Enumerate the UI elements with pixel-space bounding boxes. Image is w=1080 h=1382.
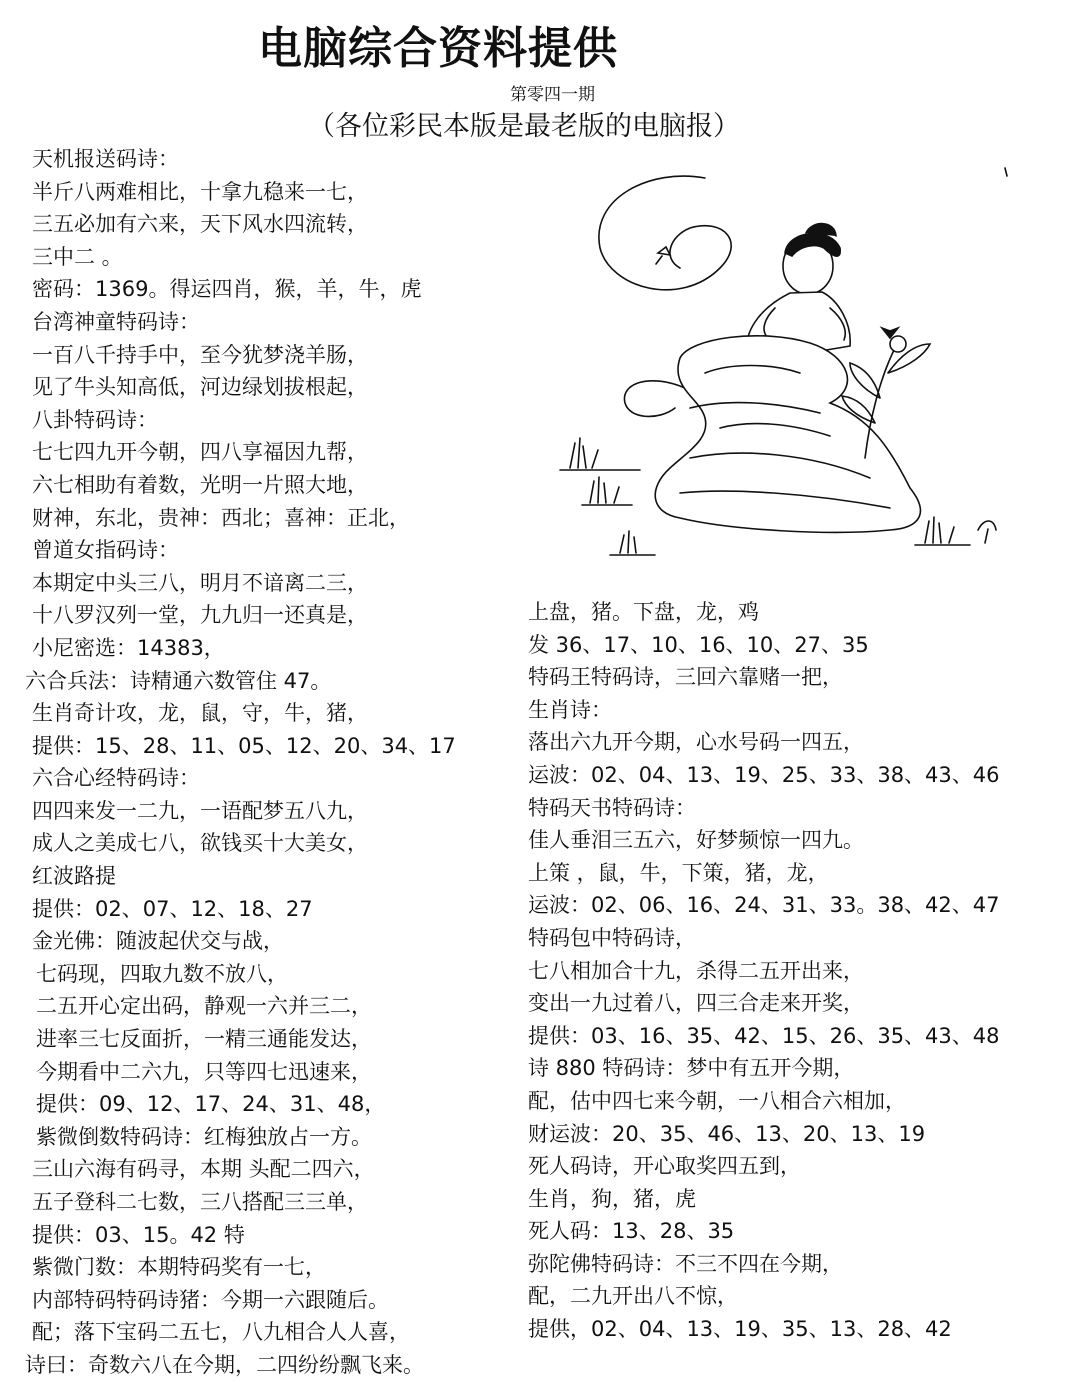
text-line: 密码：1369。得运四肖，猴，羊，牛，虎 bbox=[32, 277, 422, 302]
text-line: 提供：09、12、17、24、31、48， bbox=[36, 1092, 386, 1117]
grass-tuft bbox=[915, 517, 970, 545]
text-line: 五子登科二七数，三八搭配三三单， bbox=[32, 1190, 368, 1214]
text-line: 三五必加有六来，天下风水四流转， bbox=[32, 212, 368, 237]
text-line: 七码现，四取九数不放八， bbox=[36, 961, 288, 986]
text-line: 诗曰：奇数六八在今期，二四纷纷飘飞来。 bbox=[25, 1352, 424, 1377]
text-line: 六七相助有着数，光明一片照大地， bbox=[32, 472, 368, 497]
text-line: 提供：03、16、35、42、15、26、35、43、48 bbox=[528, 1023, 1000, 1048]
text-line: 天机报送码诗： bbox=[32, 147, 179, 171]
text-line: 上盘，猪。下盘，龙，鸡 bbox=[528, 600, 759, 624]
text-line: 生肖奇计攻，龙，鼠，守，牛，猪， bbox=[32, 701, 368, 726]
text-line: 一百八千持手中，至今犹梦浇羊肠， bbox=[32, 342, 368, 367]
text-line: 特码包中特码诗， bbox=[528, 925, 696, 950]
text-line: 六合心经特码诗： bbox=[32, 766, 200, 791]
text-line: 诗 880 特码诗：梦中有五开今期， bbox=[528, 1056, 855, 1081]
left-column bbox=[25, 143, 502, 1382]
rock bbox=[655, 336, 920, 533]
text-line: 运波：02、06、16、24、31、33。38、42、47 bbox=[528, 893, 1000, 918]
text-line: 配，二九开出八不惊， bbox=[528, 1284, 738, 1309]
text-line: 配；落下宝码二五七，八九相合人人喜， bbox=[32, 1320, 410, 1345]
text-line: 特码王特码诗，三回六靠赌一把， bbox=[528, 665, 843, 690]
text-line: 财运波：20、35、46、13、20、13、19 bbox=[528, 1121, 926, 1146]
text-line: 三中二 。 bbox=[32, 244, 123, 269]
text-line: 红波路提 bbox=[32, 864, 116, 889]
text-line: 弥陀佛特码诗：不三不四在今期， bbox=[528, 1251, 843, 1276]
text-line: 死人码：13、28、35 bbox=[528, 1219, 735, 1244]
text-line: 变出一九过着八，四三合走来开奖， bbox=[528, 991, 864, 1016]
text-line: 十八罗汉列一堂，九九归一还真是， bbox=[32, 603, 368, 628]
text-line: 财神，东北，贵神：西北；喜神：正北， bbox=[32, 505, 410, 530]
text-line: 上策 ，鼠，牛，下策，猪，龙， bbox=[528, 860, 829, 885]
text-line: 半斤八两难相比，十拿九稳来一七， bbox=[32, 179, 368, 204]
text-line: 生肖，狗，猪，虎 bbox=[528, 1186, 696, 1211]
text-line: 提供：02、07、12、18、27 bbox=[32, 896, 313, 921]
swirl-line bbox=[599, 176, 731, 290]
text-line: 八卦特码诗： bbox=[32, 407, 158, 432]
text-line: 成人之美成七八，欲钱买十大美女， bbox=[32, 831, 368, 856]
text-line: 佳人垂泪三五六，好梦频惊一四九。 bbox=[528, 828, 864, 853]
right-column bbox=[528, 596, 1068, 1346]
text-line: 落出六九开今期，心水号码一四五， bbox=[528, 730, 864, 755]
text-line: 提供：15、28、11、05、12、20、34、17 bbox=[32, 733, 456, 758]
text-line: 内部特码特码诗猪：今期一六跟随后。 bbox=[32, 1287, 389, 1312]
text-line: 六合兵法：诗精通六数管住 47。 bbox=[25, 668, 332, 693]
text-line: 今期看中二六九，只等四七迅速来， bbox=[36, 1059, 372, 1084]
woman-on-rock-illustration bbox=[530, 158, 1030, 588]
text-line: 特码天书特码诗： bbox=[528, 795, 696, 820]
text-line: 二五开心定出码，静观一六并三二， bbox=[36, 994, 372, 1019]
text-line: 提供，02、04、13、19、35、13、28、42 bbox=[528, 1317, 952, 1342]
text-line: 曾道女指码诗： bbox=[32, 538, 179, 563]
artist-signature bbox=[978, 521, 996, 543]
text-line: 生肖诗： bbox=[528, 697, 612, 722]
text-line: 紫微倒数特码诗：红梅独放占一方。 bbox=[36, 1124, 372, 1149]
text-line: 死人码诗，开心取奖四五到， bbox=[528, 1154, 801, 1179]
grass-tuft bbox=[610, 531, 655, 555]
text-line: 七八相加合十九，杀得二五开出来， bbox=[528, 958, 864, 983]
text-line: 三山六海有码寻，本期 头配二四六， bbox=[32, 1157, 375, 1182]
text-line: 七七四九开今朝，四八享福因九帮， bbox=[32, 440, 368, 465]
text-line: 提供：03、15。42 特 bbox=[32, 1222, 245, 1247]
grass-tuft bbox=[560, 438, 640, 470]
text-line: 金光佛：随波起伏交与战， bbox=[32, 929, 284, 954]
text-line: 发 36、17、10、16、10、27、35 bbox=[528, 632, 869, 657]
text-line: 本期定中头三八，明月不谙离二三， bbox=[32, 570, 368, 595]
text-line: 台湾神童特码诗： bbox=[32, 309, 200, 334]
text-line: 小尼密选：14383， bbox=[32, 635, 225, 660]
page-subtitle: （各位彩民本版是最老版的电脑报） bbox=[308, 111, 740, 142]
fly-icon bbox=[656, 247, 670, 264]
lower-swirl bbox=[624, 381, 685, 417]
text-line: 配，估中四七来今朝，一八相合六相加， bbox=[528, 1088, 906, 1113]
text-line: 紫微门数：本期特码奖有一七， bbox=[32, 1255, 326, 1280]
grass-tuft bbox=[582, 477, 632, 505]
text-line: 进率三七反面折，一精三通能发达， bbox=[36, 1027, 372, 1052]
issue-number: 第零四一期 bbox=[510, 85, 595, 105]
text-line: 运波：02、04、13、19、25、33、38、43、46 bbox=[528, 762, 1000, 787]
text-line: 见了牛头知高低，河边绿划拔根起， bbox=[32, 375, 368, 400]
text-line: 四四来发一二九，一语配梦五八九， bbox=[32, 798, 368, 823]
page-title: 电脑综合资料提供 bbox=[258, 23, 618, 74]
